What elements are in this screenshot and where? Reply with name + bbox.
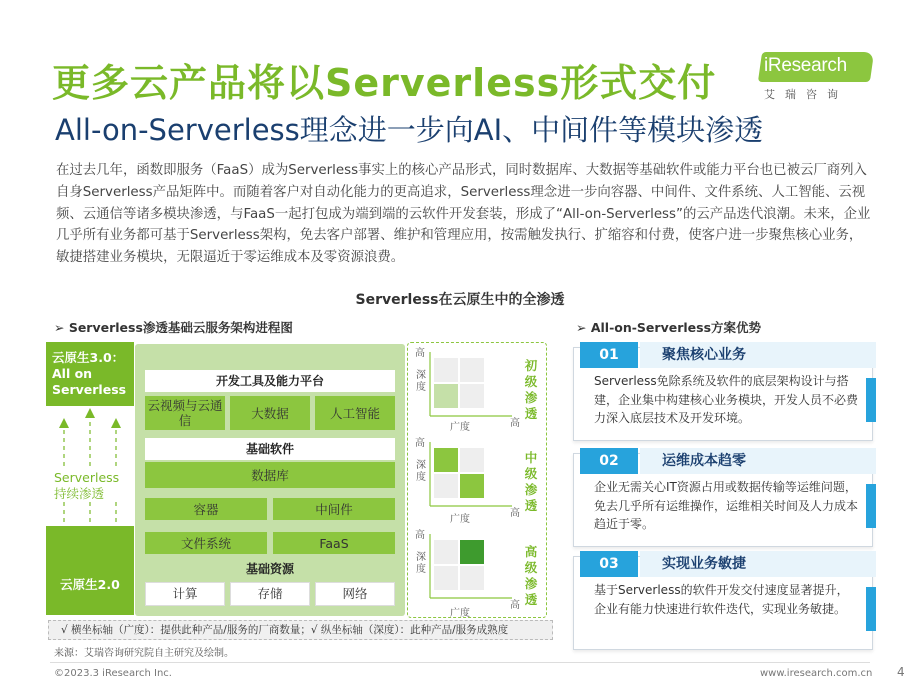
- advantage-card-3: [573, 556, 873, 650]
- matrix-1-level: 初级渗透: [524, 358, 538, 421]
- page-subtitle: All-on-Serverless理念进一步向AI、中间件等模块渗透: [55, 113, 764, 147]
- copyright: ©2023.3 iResearch Inc.: [54, 668, 172, 679]
- bullet-icon: ➢: [54, 320, 69, 335]
- axis-legend: √ 横坐标轴（广度）：提供此种产品/服务的厂商数量；√ 纵坐标轴（深度）：此种产品/服务成熟度: [48, 620, 553, 640]
- group-resources-label: 基础资源: [245, 562, 294, 576]
- matrix-2: [412, 436, 542, 525]
- cloud-native-3-tag: 云原生3.0：All on Serverless: [46, 342, 134, 406]
- center-title: Serverless在云原生中的全渗透: [355, 292, 565, 308]
- matrix-2-breadth: 广度: [450, 514, 470, 525]
- cell-compute: 计算: [145, 582, 225, 606]
- cell-ai: 人工智能: [315, 396, 395, 430]
- advantage-card-2: [573, 453, 873, 547]
- cell-storage: 存储: [230, 582, 310, 606]
- cell-container: 容器: [145, 498, 267, 520]
- matrix-1-breadth: 广度: [450, 422, 470, 433]
- iresearch-logo: [758, 52, 876, 102]
- card-2-accent: [866, 484, 876, 528]
- cell-database: 数据库: [145, 462, 395, 488]
- architecture-panel: [135, 344, 405, 616]
- card-2-number: 02: [580, 448, 638, 474]
- matrix-1: [412, 346, 542, 432]
- matrix-3: [412, 528, 542, 619]
- card-3-number: 03: [580, 551, 638, 577]
- footer-divider: [50, 662, 870, 663]
- card-3-body: 基于Serverless的软件开发交付速度显著提升，企业有能力快速进行软件迭代，实现业务敏捷。: [594, 583, 849, 616]
- matrix-1-axes: [412, 346, 542, 432]
- intro-paragraph: 在过去几年，函数即服务（FaaS）成为Serverless事实上的核心产品形式，同时数据库、大数据等基础软件或能力平台也已被云厂商列入自身Serverless产品矩阵中。而随着客户对自动化能力的更高追求，Serverless理念进一步向容器、中间件、文件系统、人工智能、云视频、云通信等诸多模块渗透，与FaaS一起打包成为端到端的云软件开发套装，形成了“All-on-Serverless”的云产品迭代浪潮。未来，企业几乎所有业务都可基于Serverless架构，免去客户部署、维护和管理应用，按需触发执行、扩缩容和付费，使客户进一步聚焦核心业务，敏捷搭建业务模块，无限逼近于零运维成本及零资源浪费。: [56, 163, 871, 266]
- matrix-3-depth: 深度: [416, 552, 426, 575]
- page-number: 4: [897, 665, 905, 679]
- matrix-2-depth: 深度: [416, 460, 426, 483]
- cell-bigdata: 大数据: [230, 396, 310, 430]
- matrix-3-level: 高级渗透: [524, 544, 538, 607]
- matrix-3-high-y: 高: [415, 530, 425, 541]
- serverless-penetration-label: Serverless持续渗透: [54, 470, 124, 502]
- card-2-body: 企业无需关心IT资源占用或数据传输等运维问题，免去几乎所有运维操作，运维相关时间及人力成本趋近于零。: [594, 480, 859, 531]
- cell-filesystem: 文件系统: [145, 532, 267, 554]
- cloud-native-2-tag: 云原生2.0: [46, 555, 134, 615]
- right-section-title: ➢ All-on-Serverless方案优势: [576, 320, 762, 335]
- matrix-2-level: 中级渗透: [524, 450, 538, 513]
- matrix-2-axes: [412, 436, 542, 522]
- matrix-2-high-y: 高: [415, 438, 425, 449]
- cell-faas: FaaS: [273, 532, 395, 554]
- matrix-3-axes: [412, 528, 542, 616]
- source-note: 来源：艾瑞咨询研究院自主研究及绘制。: [54, 648, 234, 659]
- card-1-accent: [866, 378, 876, 422]
- group-software-label: 基础软件: [145, 438, 395, 460]
- matrix-1-high-x: 高: [510, 418, 520, 429]
- matrix-2-high-x: 高: [510, 508, 520, 519]
- matrix-1-depth: 深度: [416, 370, 426, 393]
- card-1-title: 聚焦核心业务: [640, 342, 876, 368]
- matrix-3-breadth: 广度: [450, 608, 470, 619]
- card-2-title: 运维成本趋零: [640, 448, 876, 474]
- cell-video: 云视频与云通信: [145, 396, 225, 430]
- page-title: 更多云产品将以Serverless形式交付: [52, 61, 717, 105]
- card-3-title: 实现业务敏捷: [640, 551, 876, 577]
- matrix-3-high-x: 高: [510, 600, 520, 611]
- advantage-card-1: [573, 347, 873, 441]
- card-1-number: 01: [580, 342, 638, 368]
- group-tools-label: 开发工具及能力平台: [145, 370, 395, 392]
- card-3-accent: [866, 587, 876, 631]
- logo-cn: 艾瑞咨询: [764, 88, 848, 101]
- logo-text: iResearch: [764, 55, 847, 76]
- cell-network: 网络: [315, 582, 395, 606]
- bullet-icon: ➢: [576, 320, 591, 335]
- matrix-1-high-y: 高: [415, 348, 425, 359]
- cell-middleware: 中间件: [273, 498, 395, 520]
- card-1-body: Serverless免除系统及软件的底层架构设计与搭建，企业集中构建核心业务模块，开发人员不必费力深入底层技术及开发环境。: [594, 374, 859, 425]
- left-section-title: ➢ Serverless渗透基础云服务架构进程图: [54, 320, 293, 335]
- website-url: www.iresearch.com.cn: [760, 668, 873, 679]
